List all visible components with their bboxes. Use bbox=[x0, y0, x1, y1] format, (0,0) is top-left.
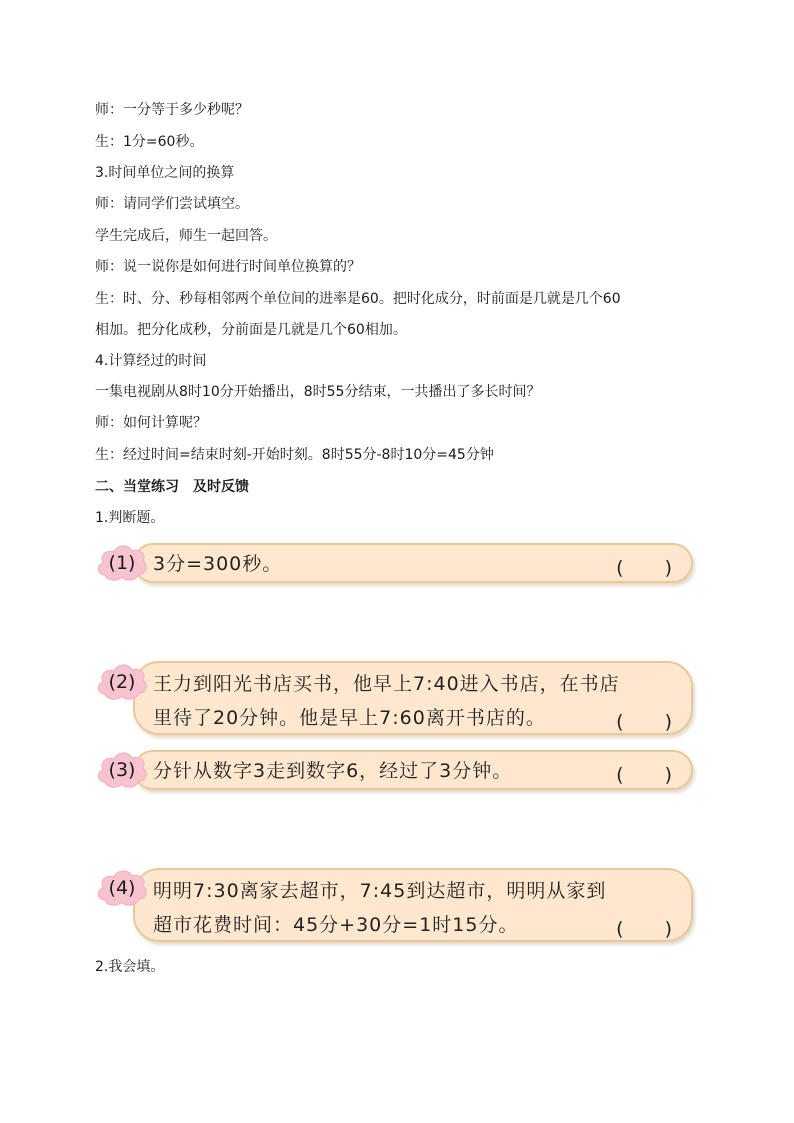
dialogue-line: 生：1分=60秒。 bbox=[95, 134, 204, 150]
question-box-2 bbox=[133, 661, 693, 735]
answer-parentheses: ( ) bbox=[616, 557, 673, 579]
question-text: 明明7:30离家去超市，7:45到达超市，明明从家到 bbox=[153, 880, 607, 902]
question-box-4 bbox=[133, 868, 693, 942]
problem-text: 一集电视剧从8时10分开始播出，8时55分结束，一共播出了多长时间？ bbox=[95, 384, 541, 400]
question-number: (4) bbox=[108, 877, 136, 899]
section-heading: 二、当堂练习 及时反馈 bbox=[95, 479, 249, 495]
question-number: (2) bbox=[108, 671, 136, 693]
question-text: 超市花费时间：45分+30分=1时15分。 bbox=[153, 914, 519, 936]
question-label: 2.我会填。 bbox=[95, 959, 165, 975]
dialogue-line: 学生完成后，师生一起回答。 bbox=[95, 228, 277, 244]
question-text: 分针从数字3走到数字6，经过了3分钟。 bbox=[153, 760, 513, 782]
answer-parentheses: ( ) bbox=[616, 764, 673, 786]
subsection-heading: 4.计算经过的时间 bbox=[95, 353, 207, 369]
dialogue-line: 师：说一说你是如何进行时间单位换算的？ bbox=[95, 259, 361, 275]
dialogue-line: 相加。把分化成秒，分前面是几就是几个60相加。 bbox=[95, 322, 407, 338]
number-badge-4 bbox=[95, 866, 149, 910]
question-number: (3) bbox=[108, 759, 136, 781]
answer-parentheses: ( ) bbox=[616, 711, 673, 733]
number-badge-2 bbox=[95, 660, 149, 704]
dialogue-line: 师：如何计算呢？ bbox=[95, 415, 207, 431]
question-label: 1.判断题。 bbox=[95, 510, 165, 526]
number-badge-3 bbox=[95, 748, 149, 792]
dialogue-line: 生：经过时间=结束时刻-开始时刻。8时55分-8时10分=45分钟 bbox=[95, 447, 494, 463]
question-text: 王力到阳光书店买书，他早上7:40进入书店，在书店 bbox=[153, 673, 620, 695]
number-badge-1 bbox=[95, 541, 149, 585]
dialogue-line: 师：请同学们尝试填空。 bbox=[95, 196, 249, 212]
answer-parentheses: ( ) bbox=[616, 918, 673, 940]
question-number: (1) bbox=[108, 552, 136, 574]
question-text: 3分=300秒。 bbox=[153, 553, 283, 575]
question-box-3 bbox=[133, 750, 693, 790]
dialogue-line: 师：一分等于多少秒呢？ bbox=[95, 102, 249, 118]
question-text: 里待了20分钟。他是早上7:60离开书店的。 bbox=[153, 707, 546, 729]
dialogue-line: 生：时、分、秒每相邻两个单位间的进率是60。把时化成分，时前面是几就是几个60 bbox=[95, 291, 621, 307]
subsection-heading: 3.时间单位之间的换算 bbox=[95, 165, 235, 181]
question-box-1 bbox=[133, 543, 693, 583]
